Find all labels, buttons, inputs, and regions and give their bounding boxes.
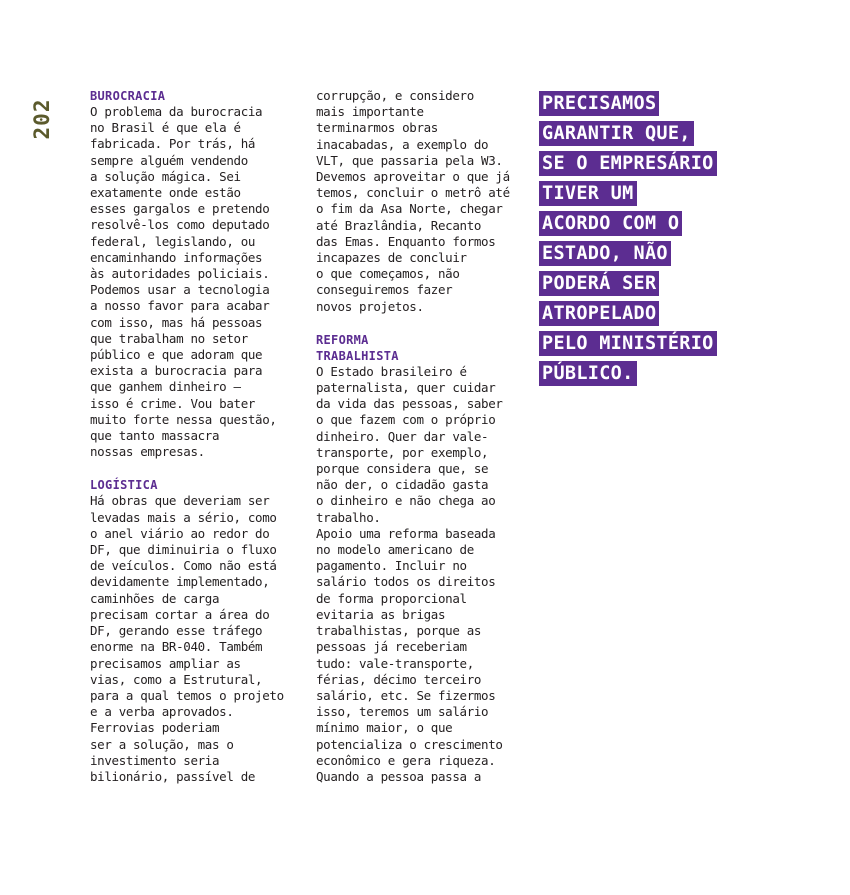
body-text-line: ser a solução, mas o [90,736,234,752]
body-text-line: a solução mágica. Sei [90,168,241,184]
body-text-line: DF, gerando esse tráfego [90,623,263,639]
body-text-line: público e que adoram que [90,347,263,363]
body-text-line: novos projetos. [316,298,424,314]
pull-quote-text: GARANTIR QUE, [539,121,694,146]
body-text-line: que trabalham no setor [90,330,248,346]
pull-quote-line [539,271,799,301]
body-text-line: Quando a pessoa passa a [316,768,482,784]
pull-quote-line [539,91,799,121]
section-heading: LOGÍSTICA [90,478,158,493]
body-text-line: conseguiremos fazer [316,282,453,298]
body-text-line: com isso, mas há pessoas [90,314,263,330]
pull-quote-text: ACORDO COM O [539,211,682,236]
pull-quote-line [539,331,799,361]
body-text-line: investimento seria [90,752,220,768]
body-text-line: no modelo americano de [316,542,474,558]
body-text-line: a nosso favor para acabar [90,298,270,314]
pull-quote-text: PRECISAMOS [539,91,659,116]
section-spacer [90,460,300,477]
body-text-line: salário, etc. Se fizermos [316,687,496,703]
body-text-line: o dinheiro e não chega ao [316,493,496,509]
body-text-line: vias, como a Estrutural, [90,671,263,687]
body-text-line: potencializa o crescimento [316,736,503,752]
body-text-line: temos, concluir o metrô até [316,185,510,201]
page-number-text: 202 [30,98,54,140]
body-text-line: O Estado brasileiro é [316,363,467,379]
body-text-line: evitaria as brigas [316,606,446,622]
page-number [30,94,54,144]
pull-quote-line [539,121,799,151]
body-text-line: nossas empresas. [90,444,205,460]
body-text-line: e a verba aprovados. [90,704,234,720]
body-text-line: precisamos ampliar as [90,655,241,671]
body-text-line: pagamento. Incluir no [316,558,467,574]
text-column-1 [90,88,300,785]
body-text-line: encaminhando informações [90,249,263,265]
body-text-line: mínimo maior, o que [316,720,453,736]
body-text-line: o que fazem com o próprio [316,412,496,428]
section-heading: BUROCRACIA [90,89,166,103]
body-text-line: terminarmos obras [316,120,438,136]
section-heading: REFORMA [316,332,369,347]
body-text-line: o que começamos, não [316,266,460,282]
body-text-line: caminhões de carga [90,590,220,606]
pull-quote-line [539,301,799,331]
body-text-line: salário todos os direitos [316,574,496,590]
body-text-line: O problema da burocracia [90,104,263,119]
section-spacer [316,315,526,332]
body-text-line: devidamente implementado, [90,574,270,590]
body-text-line: levadas mais a sério, como [90,509,277,525]
body-text-line: exatamente onde estão [90,185,241,201]
pull-quote-text: TIVER UM [539,181,637,206]
body-text-line: enorme na BR-040. Também [90,639,263,655]
body-text-line: dinheiro. Quer dar vale- [316,428,489,444]
body-text-line: até Brazlândia, Recanto [316,217,482,233]
body-text-line: paternalista, quer cuidar [316,380,496,396]
pull-quote-text: PELO MINISTÉRIO [539,331,717,356]
body-text-line: que ganhem dinheiro — [90,379,241,395]
pull-quote [539,91,799,391]
pull-quote-line [539,361,799,391]
text-column-2 [316,88,526,785]
body-text-line: tudo: vale-transporte, [316,655,474,671]
body-text-line: VLT, que passaria pela W3. [316,152,503,168]
body-text-line: da vida das pessoas, saber [316,396,503,412]
body-text-line: isso, teremos um salário [316,704,489,720]
body-text-line: Devemos aproveitar o que já [316,169,510,185]
body-text-line: de forma proporcional [316,590,467,606]
section-heading: TRABALHISTA [316,348,399,363]
body-text-line: bilionário, passível de [90,768,256,784]
body-text-line: incapazes de concluir [316,250,467,266]
body-text-line: Ferrovias poderiam [90,720,220,736]
body-text-line: fabricada. Por trás, há [90,136,256,152]
body-text-line: pessoas já receberiam [316,639,467,655]
body-text-line: mais importante [316,104,424,120]
body-text-line: no Brasil é que ela é [90,120,241,136]
body-text-line: às autoridades policiais. [90,266,270,282]
body-text-line: Podemos usar a tecnologia [90,282,270,298]
body-text-line: Apoio uma reforma baseada [316,525,496,541]
body-text-line: o anel viário ao redor do [90,525,270,541]
pull-quote-text: SE O EMPRESÁRIO [539,151,717,176]
body-text-line: DF, que diminuiria o fluxo [90,542,277,558]
body-text-line: sempre alguém vendendo [90,152,248,168]
body-text-line: trabalhistas, porque as [316,623,482,639]
pull-quote-text: PODERÁ SER [539,271,659,296]
pull-quote-line [539,211,799,241]
pull-quote-text: PÚBLICO. [539,361,637,386]
body-text-line: exista a burocracia para [90,363,263,379]
body-text-line: férias, décimo terceiro [316,671,482,687]
pull-quote-line [539,181,799,211]
pull-quote-text: ATROPELADO [539,301,659,326]
body-text-line: isso é crime. Vou bater [90,395,256,411]
body-text-line: precisam cortar a área do [90,606,270,622]
pull-quote-line [539,241,799,271]
body-text-line: inacabadas, a exemplo do [316,136,489,152]
body-text-line: corrupção, e considero [316,88,474,103]
body-text-line: federal, legislando, ou [90,233,256,249]
body-text-line: Há obras que deveriam ser [90,493,270,509]
body-text-line: de veículos. Como não está [90,558,277,574]
pull-quote-text: ESTADO, NÃO [539,241,671,266]
body-text-line: esses gargalos e pretendo [90,201,270,217]
body-text-line: não der, o cidadão gasta [316,477,489,493]
body-text-line: econômico e gera riqueza. [316,752,496,768]
body-text-line: transporte, por exemplo, [316,444,489,460]
body-text-line: para a qual temos o projeto [90,687,284,703]
body-text-line: trabalho. [316,509,381,525]
body-text-line: resolvê-los como deputado [90,217,270,233]
body-text-line: porque considera que, se [316,461,489,477]
body-text-line: muito forte nessa questão, [90,411,277,427]
pull-quote-line [539,151,799,181]
body-text-line: das Emas. Enquanto formos [316,233,496,249]
body-text-line: que tanto massacra [90,428,220,444]
body-text-line: o fim da Asa Norte, chegar [316,201,503,217]
